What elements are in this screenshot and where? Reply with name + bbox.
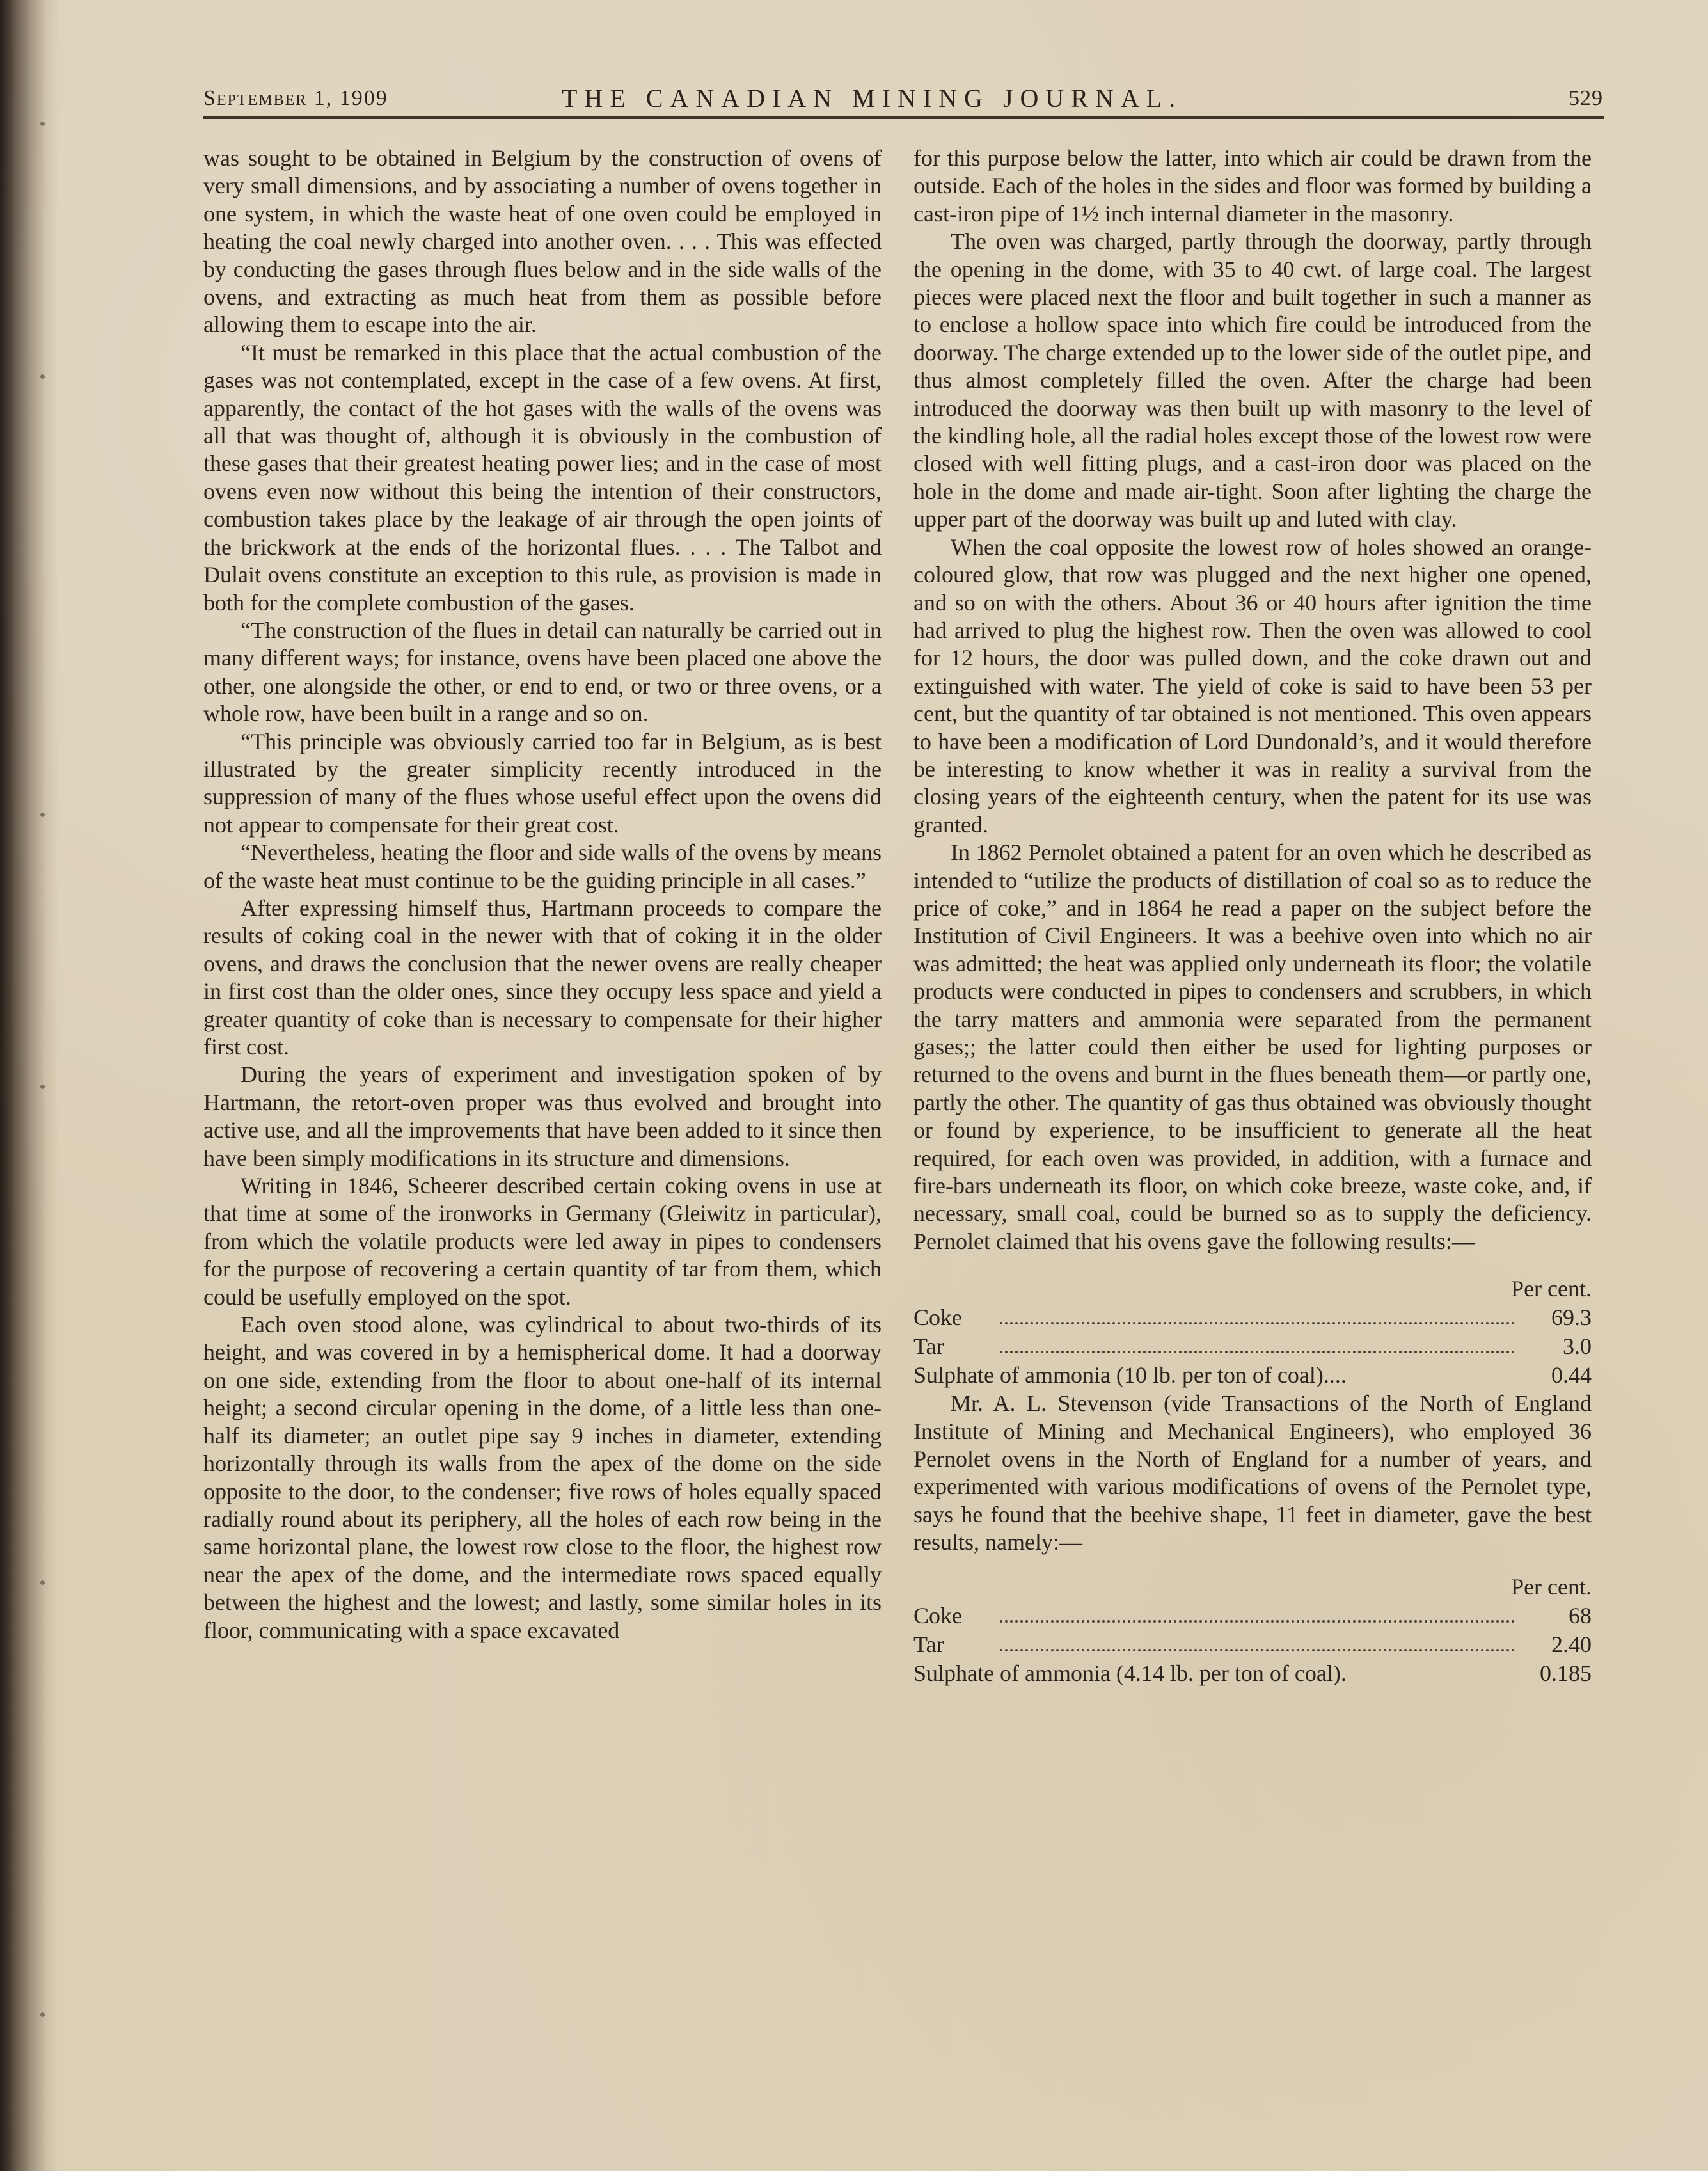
paragraph: The oven was charged, partly through the doorway, partly through the opening in the dome, with 35 to 40 cwt. of large coal. The largest pieces were placed next the floor and built together in such a manner as to enclose a hollow space into which fire could be introduced from the doorway. The charge extended up to the lower side of the outlet pipe, and thus almost completely filled the oven. After the charge had been introduced the doorway was then built up with masonry to the level of the kindling hole, all the radial holes except those of the lowest row were closed with well fitting plugs, and a cast-iron door was placed on the hole in the dome and made air-tight. Soon after lighting the charge the upper part of the doorway was built up and luted with clay. [913,228,1592,532]
paragraph: After expressing himself thus, Hartmann proceeds to compare the results of coking coal in the newer with that of coking it in the older ovens, and draws the conclusion that the newer ovens are really cheaper in first cost than the older ones, since they occupy less space and yield a greater quantity of coke than is necessary to compensate for their higher first cost. [203,895,882,1060]
table-value: 3.0 [1563,1333,1592,1360]
leader-dots [1000,1620,1515,1623]
paragraph: When the coal opposite the lowest row of holes showed an orange-coloured glow, that row was plugged and the next higher one opened, and so on with the others. About 36 or 40 hours after ignition the time had arrived to plug the highest row. Then the oven was allowed to cool for 12 hours, the door was pulled down, and the coke drawn out and extinguished with water. The yield of coke is said to have been 53 per cent, but the quantity of tar obtained is not mentioned. This oven appears to have been a modification of Lord Dundonald’s, and it would therefore be interesting to know whether it was in reality a survival from the closing years of the eighteenth century, when the patent for its use was granted. [913,534,1592,838]
table-value: 0.44 [1551,1362,1592,1388]
margin-mark [40,1085,45,1089]
journal-title: THE CANADIAN MINING JOURNAL. [562,84,1183,113]
table-row [913,1630,1592,1659]
table-header-row [913,1573,1592,1602]
table-label: Tar [913,1333,944,1360]
percent-header: Per cent. [1511,1276,1592,1302]
table-row [913,1361,1592,1390]
paragraph: for this purpose below the latter, into which air could be drawn from the outside. Each of the holes in the sides and floor was formed by building a cast-iron pipe of 1½ inch internal diameter in the masonry. [913,145,1592,227]
stevenson-results-table [913,1573,1592,1688]
table-value: 68 [1569,1602,1592,1628]
paragraph: During the years of experiment and investigation spoken of by Hartmann, the retort-oven proper was thus evolved and brought into active use, and all the improvements that have been added to it since then have been simply modifications in its structure and dimensions. [203,1062,882,1171]
table-value: 69.3 [1551,1305,1592,1331]
leader-dots [1000,1649,1515,1651]
table-label: Tar [913,1631,944,1657]
paragraph: “This principle was obviously carried too far in Belgium, as is best illustrated by the greater simplicity recently introduced in the suppression of many of the flues whose useful effect upon the ovens did not appear to compensate for their great cost. [203,728,882,838]
table-row [913,1659,1592,1688]
margin-mark [40,374,45,379]
paragraph: “Nevertheless, heating the floor and side walls of the ovens by means of the waste heat must continue to be the guiding principle in all cases.” [203,839,882,893]
binding-shadow [0,0,58,2171]
paragraph: was sought to be obtained in Belgium by the construction of ovens of very small dimensions, and by associating a number of ovens together in one system, in which the waste heat of one oven could be employed in heating the coal newly charged into another oven. . . . This was effected by conducting the gases through flues below and in the side walls of the ovens, and extracting as much heat from them as possible before allowing them to escape into the air. [203,145,882,338]
paragraph: “The construction of the flues in detail can naturally be carried out in many different ways; for instance, ovens have been placed one above the other, one alongside the other, or end to end, or two or three ovens, or a whole row, have been built in a range and so on. [203,617,882,727]
margin-mark [40,1580,45,1585]
paragraph: Writing in 1846, Scheerer described certain coking ovens in use at that time at some of the ironworks in Germany (Gleiwitz in particular), from which the volatile products were led away in pipes to condensers for the purpose of recovering a certain quantity of tar from them, which could be usefully employed on the spot. [203,1173,882,1310]
running-header [203,82,1603,115]
table-header-row [913,1275,1592,1303]
issue-date: September 1, 1909 [203,86,388,110]
margin-mark [40,122,45,126]
table-row [913,1602,1592,1630]
paragraph: In 1862 Pernolet obtained a patent for an oven which he described as intended to “utilize the products of distillation of coal so as to reduce the price of coke,” and in 1864 he read a paper on the subject before the Institution of Civil Engineers. It was a beehive oven into which no air was admitted; the heat was applied only underneath its floor; the volatile products were conducted in pipes to condensers and scrubbers, in which the tarry matters and ammonia were separated from the permanent gases;; the latter could then either be used for lighting purposes or returned to the ovens and burnt in the flues beneath them—or partly one, partly the other. The quantity of gas thus obtained was obviously thought or found by experience, to be insufficient to generate all the heat required, for each oven was provided, in addition, with a furnace and fire-bars underneath its floor, on which coke breeze, waste coke, and, if necessary, small coal, could be burned so as to supply the deficiency. Pernolet claimed that his ovens gave the following results:— [913,839,1592,1254]
table-label: Sulphate of ammonia (10 lb. per ton of coal).... [913,1362,1347,1388]
table-label: Coke [913,1305,962,1331]
leader-dots [1000,1351,1515,1353]
right-text-column [913,145,1592,1688]
leader-dots [1000,1322,1515,1324]
pernolet-results-table [913,1275,1592,1390]
table-value: 2.40 [1551,1631,1592,1657]
paragraph: Each oven stood alone, was cylindrical to about two-thirds of its height, and was covered in by a hemispherical dome. It had a doorway on one side, extending from the floor to about one-half of its internal height; a second circular opening in the dome, of a little less than one-half its diameter; an outlet pipe say 9 inches in diameter, extending horizontally through its walls from the apex of the dome on the side opposite to the door, to the condenser; five rows of holes equally spaced radially round about its periphery, all the holes of each row being in the same horizontal plane, the lowest row close to the floor, the highest row near the apex of the dome, and the intermediate rows spaced equally between the highest and the lowest; and lastly, some similar holes in its floor, communicating with a space excavated [203,1312,882,1643]
table-label: Coke [913,1602,962,1628]
left-text-column [203,145,882,1644]
margin-mark [40,2012,45,2017]
paragraph: Mr. A. L. Stevenson (vide Transactions of the North of England Institute of Mining and Mechanical Engineers), who employed 36 Pernolet ovens in the North of England for a number of years, and experimented with various modifications of ovens of the Pernolet type, says he found that the beehive shape, 11 feet in diameter, gave the best results, namely:— [913,1390,1592,1555]
table-row [913,1332,1592,1361]
table-value: 0.185 [1540,1660,1592,1686]
margin-mark [40,813,45,817]
page-number: 529 [1569,86,1603,110]
header-rule [203,116,1604,119]
table-row [913,1303,1592,1332]
paragraph: “It must be remarked in this place that the actual combustion of the gases was not contemplated, except in the case of a few ovens. At first, apparently, the contact of the hot gases with the walls of the ovens was all that was thought of, although it is obviously in the combustion of these gases that their greatest heating power lies; and in the case of most ovens even now without this being the intention of their constructors, combustion takes place by the leakage of air through the open joints of the brickwork at the ends of the horizontal flues. . . . The Talbot and Dulait ovens constitute an exception to this rule, as provision is made in both for the complete combustion of the gases. [203,339,882,616]
table-label: Sulphate of ammonia (4.14 lb. per ton of coal). [913,1660,1347,1686]
percent-header: Per cent. [1511,1573,1592,1600]
